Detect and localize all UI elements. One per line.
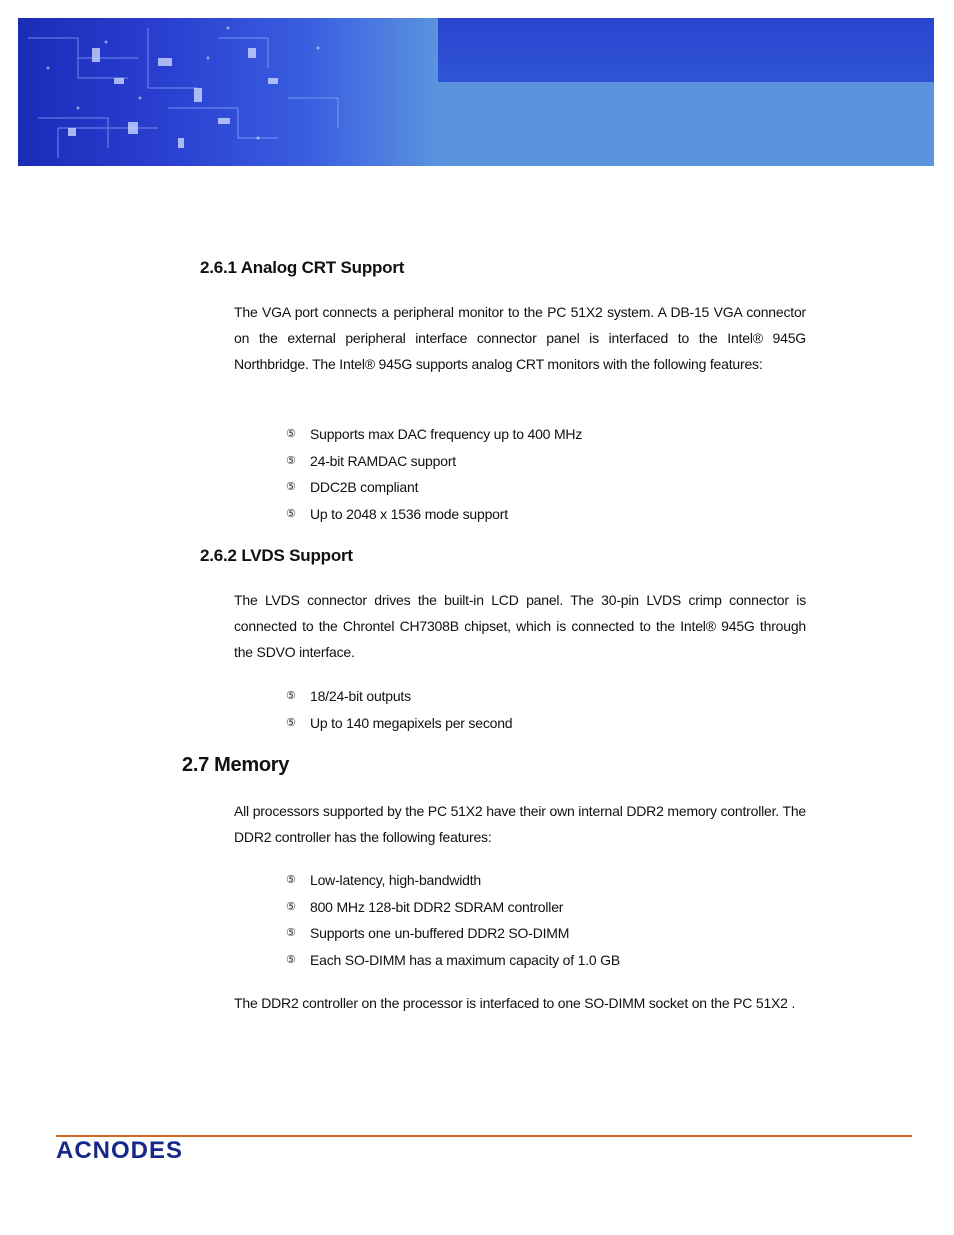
section-heading-lvds: 2.6.2 LVDS Support	[200, 546, 353, 565]
paragraph-memory-socket: The DDR2 controller on the processor is interfaced to one SO-DIMM socket on the PC 51X2 .	[234, 995, 796, 1011]
list-item: ⑤ 18/24-bit outputs	[286, 683, 512, 710]
header-banner	[18, 18, 934, 166]
list-item: ⑤ Supports max DAC frequency up to 400 MHz	[286, 421, 582, 448]
bullet-list-lvds	[286, 683, 512, 736]
bullet-icon: ⑤	[286, 874, 296, 887]
section-heading-analog-crt: 2.6.1 Analog CRT Support	[200, 258, 405, 277]
list-item: ⑤ 24-bit RAMDAC support	[286, 448, 582, 475]
list-item: ⑤ Each SO-DIMM has a maximum capacity of 1.0 GB	[286, 947, 620, 974]
bullet-icon: ⑤	[286, 927, 296, 940]
bullet-list-analog-crt	[286, 421, 582, 527]
bullet-icon: ⑤	[286, 507, 296, 520]
bullet-icon: ⑤	[286, 454, 296, 467]
bullet-icon: ⑤	[286, 690, 296, 703]
section-heading-memory: 2.7 Memory	[182, 754, 290, 776]
paragraph-analog-crt: The VGA port connects a peripheral monitor to the PC 51X2 system. A DB-15 VGA connector on the external peripheral interface connector panel is interfaced to the Intel® 945G Northbridge. The Intel® 945G supports analog CRT monitors with the following features:	[234, 304, 806, 372]
bullet-icon: ⑤	[286, 481, 296, 494]
list-item: ⑤ DDC2B compliant	[286, 474, 582, 501]
bullet-icon: ⑤	[286, 900, 296, 913]
list-item: ⑤ Low-latency, high-bandwidth	[286, 867, 620, 894]
acnodes-logo: ACNODES	[56, 1137, 184, 1164]
paragraph-memory: All processors supported by the PC 51X2 have their own internal DDR2 memory controller. The DDR2 controller has the following features:	[234, 803, 806, 845]
bullet-icon: ⑤	[286, 953, 296, 966]
list-item: ⑤ Up to 2048 x 1536 mode support	[286, 501, 582, 528]
bullet-icon: ⑤	[286, 716, 296, 729]
circuit-board-traces	[18, 18, 438, 166]
paragraph-lvds: The LVDS connector drives the built-in LCD panel. The 30-pin LVDS crimp connector is connected to the Chrontel CH7308B chipset, which is connected to the Intel® 945G through the SDVO interface.	[234, 592, 806, 660]
bullet-list-memory	[286, 867, 620, 973]
footer-divider	[56, 1135, 912, 1137]
bullet-icon: ⑤	[286, 428, 296, 441]
list-item: ⑤ 800 MHz 128-bit DDR2 SDRAM controller	[286, 894, 620, 921]
list-item: ⑤ Supports one un-buffered DDR2 SO-DIMM	[286, 920, 620, 947]
list-item: ⑤ Up to 140 megapixels per second	[286, 710, 512, 737]
